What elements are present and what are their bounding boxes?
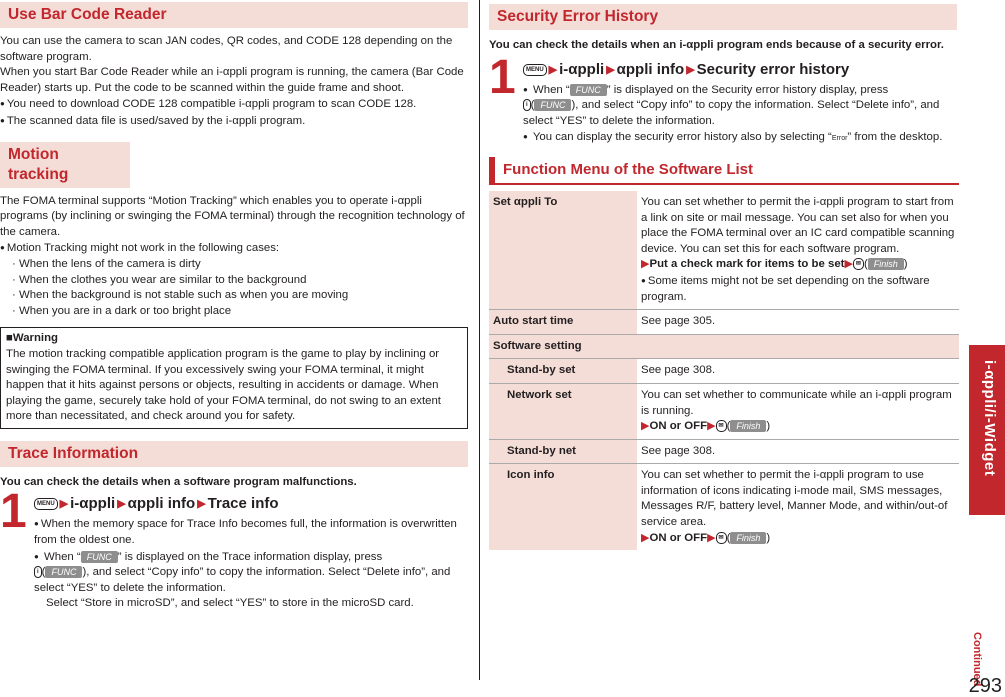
i-key-icon: i: [34, 566, 42, 578]
warning-text: The motion tracking compatible application program is the game to play by inclining or swinging the FOMA terminal. If you excessively swing your FOMA terminal, it might happen that it hits against persons or objects, resulting in accidents or damage. When playing the game, securely take hold of your FOMA terminal, do not swing to an extent more than necessitated, and check around you for safety.: [6, 347, 441, 423]
continued-label: Continued: [971, 632, 983, 687]
arrow-icon: ▶: [548, 63, 558, 76]
table-row: [489, 359, 959, 384]
row-label: Auto start time: [489, 310, 637, 335]
motion-case-4: · When you are in a dark or too bright place: [12, 304, 232, 317]
func-softkey-icon: FUNC: [45, 566, 82, 578]
trace-bullet-2: ● When “ FUNC ” is displayed on the Trace information display, press i ( FUNC ), and select “Copy info” to copy the information. Select “Delete info”, and select “YES” to delete the information.: [34, 549, 468, 597]
mail-key-icon: ✉: [853, 258, 864, 270]
motion-case-1: · When the lens of the camera is dirty: [12, 257, 201, 270]
arrow-icon: ▶: [197, 498, 206, 511]
barcode-bullet-2: ● The scanned data file is used/saved by the i-αppli program.: [0, 113, 468, 130]
nav-item: αppli info: [127, 495, 196, 513]
security-lead: You can check the details when an i-αppli program ends because of a security error.: [489, 39, 944, 51]
row-desc: You can set whether to permit the i-αppli program to start from a link on site or mail message. You can set also for when you place the FOMA terminal over an IC card compatible scanning device. You can set this for each software program. ▶Put a check mark for items to be set▶ ✉ ( Finish ) ● Some items might not be set depending on the software program.: [637, 191, 959, 310]
barcode-intro: You can use the camera to scan JAN codes, QR codes, and CODE 128 depending on the software program.: [0, 35, 453, 63]
row-label: Stand-by set: [489, 359, 637, 384]
finish-softkey-icon: Finish: [868, 258, 904, 270]
arrow-icon: ▶: [117, 498, 126, 511]
func-softkey-icon: FUNC: [81, 551, 118, 563]
nav-item: αppli info: [616, 60, 685, 78]
warning-box: [0, 327, 468, 429]
motion-intro: The FOMA terminal supports “Motion Tracking” which enables you to operate i-αppli programs (by inclining or swinging the FOMA terminal) through the recognition technology of the camera.: [0, 194, 465, 238]
trace-nav-path: [34, 494, 468, 514]
table-row: [489, 310, 959, 335]
left-column: [0, 0, 468, 612]
nav-item: Trace info: [207, 495, 279, 513]
arrow-icon: ▶: [606, 63, 615, 76]
menu-key-icon: MENU: [523, 64, 547, 76]
right-column: [489, 0, 959, 550]
finish-softkey-icon: Finish: [730, 420, 766, 432]
table-row: [489, 383, 959, 439]
motion-case-3: · When the background is not stable such as when you are moving: [12, 289, 349, 302]
row-label: Icon info: [489, 464, 637, 550]
table-row: [489, 334, 959, 359]
row-desc: See page 305.: [637, 310, 959, 335]
trace-store-note: Select “Store in microSD”, and select “YES” to store in the microSD card.: [46, 597, 414, 610]
i-key-icon: i: [523, 99, 531, 111]
section-header-motion: Motion tracking: [0, 142, 130, 188]
row-desc: You can set whether to communicate while an i-αppli program is running. ▶ON or OFF▶ ✉ ( Finish ): [637, 383, 959, 439]
mail-key-icon: ✉: [716, 420, 727, 432]
table-row: [489, 439, 959, 464]
chapter-tab-label: i-αppli/i-Widget: [981, 360, 998, 477]
step-number: 1: [489, 50, 516, 104]
section-header-trace: Trace Information: [0, 441, 468, 467]
row-label: Network set: [489, 383, 637, 439]
row-label: Software setting: [489, 334, 959, 359]
row-desc: See page 308.: [637, 359, 959, 384]
row-label: Set αppli To: [489, 191, 637, 310]
row-label: Stand-by net: [489, 439, 637, 464]
barcode-start: When you start Bar Code Reader while an i-αppli program is running, the camera (Bar Code Reader) starts up. Put the code to be scanned within the guide frame and shoot.: [0, 66, 464, 94]
trace-lead: You can check the details when a software program malfunctions.: [0, 475, 357, 488]
function-menu-table: [489, 191, 959, 550]
motion-case-2: · When the clothes you wear are similar to the background: [12, 273, 307, 286]
nav-item: i-αppli: [559, 60, 605, 78]
table-row: [489, 191, 959, 310]
nav-item: Security error history: [696, 60, 850, 78]
row-desc: You can set whether to permit the i-αppli program to use information of icons indicating i-mode mail, SMS messages, Messages R/F, battery level, Manner Mode, and within/out-of service area. ▶ON or OFF▶ ✉ ( Finish ): [641, 469, 948, 544]
security-step: [489, 50, 959, 147]
mail-key-icon: ✉: [716, 532, 727, 544]
step-number: 1: [0, 485, 27, 539]
nav-item: i-αppli: [70, 495, 116, 513]
func-softkey-icon: FUNC: [534, 99, 571, 111]
row-desc: See page 308.: [637, 439, 959, 464]
arrow-icon: ▶: [59, 498, 69, 511]
warning-title: ■Warning: [6, 332, 59, 345]
page-number: 293: [968, 675, 1002, 697]
error-icon: Error: [831, 135, 848, 143]
security-bullet-2: ● You can display the security error history also by selecting “Error” from the desktop.: [523, 129, 959, 147]
section-header-barcode: Use Bar Code Reader: [0, 2, 468, 28]
barcode-bullet-1: ● You need to download CODE 128 compatible i-αppli program to scan CODE 128.: [0, 96, 468, 113]
trace-step: [0, 485, 468, 612]
security-nav-path: [523, 60, 959, 80]
table-row: [489, 464, 959, 550]
section-header-security: Security Error History: [489, 4, 957, 30]
arrow-icon: ▶: [686, 63, 695, 76]
column-divider: [479, 0, 480, 680]
finish-softkey-icon: Finish: [730, 532, 766, 544]
security-bullet-1: ● When “ FUNC ” is displayed on the Security error history display, press i ( FUNC ), and select “Copy info” to copy the information. Select “Delete info”, and select “YES” to delete the information.: [523, 82, 959, 130]
motion-bullet: ● Motion Tracking might not work in the following cases:: [0, 240, 468, 257]
trace-bullet-1: ● When the memory space for Trace Info becomes full, the information is overwritten from the oldest one.: [34, 516, 468, 548]
menu-key-icon: MENU: [34, 498, 58, 510]
func-softkey-icon: FUNC: [570, 84, 607, 96]
section-header-function-menu: Function Menu of the Software List: [489, 157, 959, 185]
